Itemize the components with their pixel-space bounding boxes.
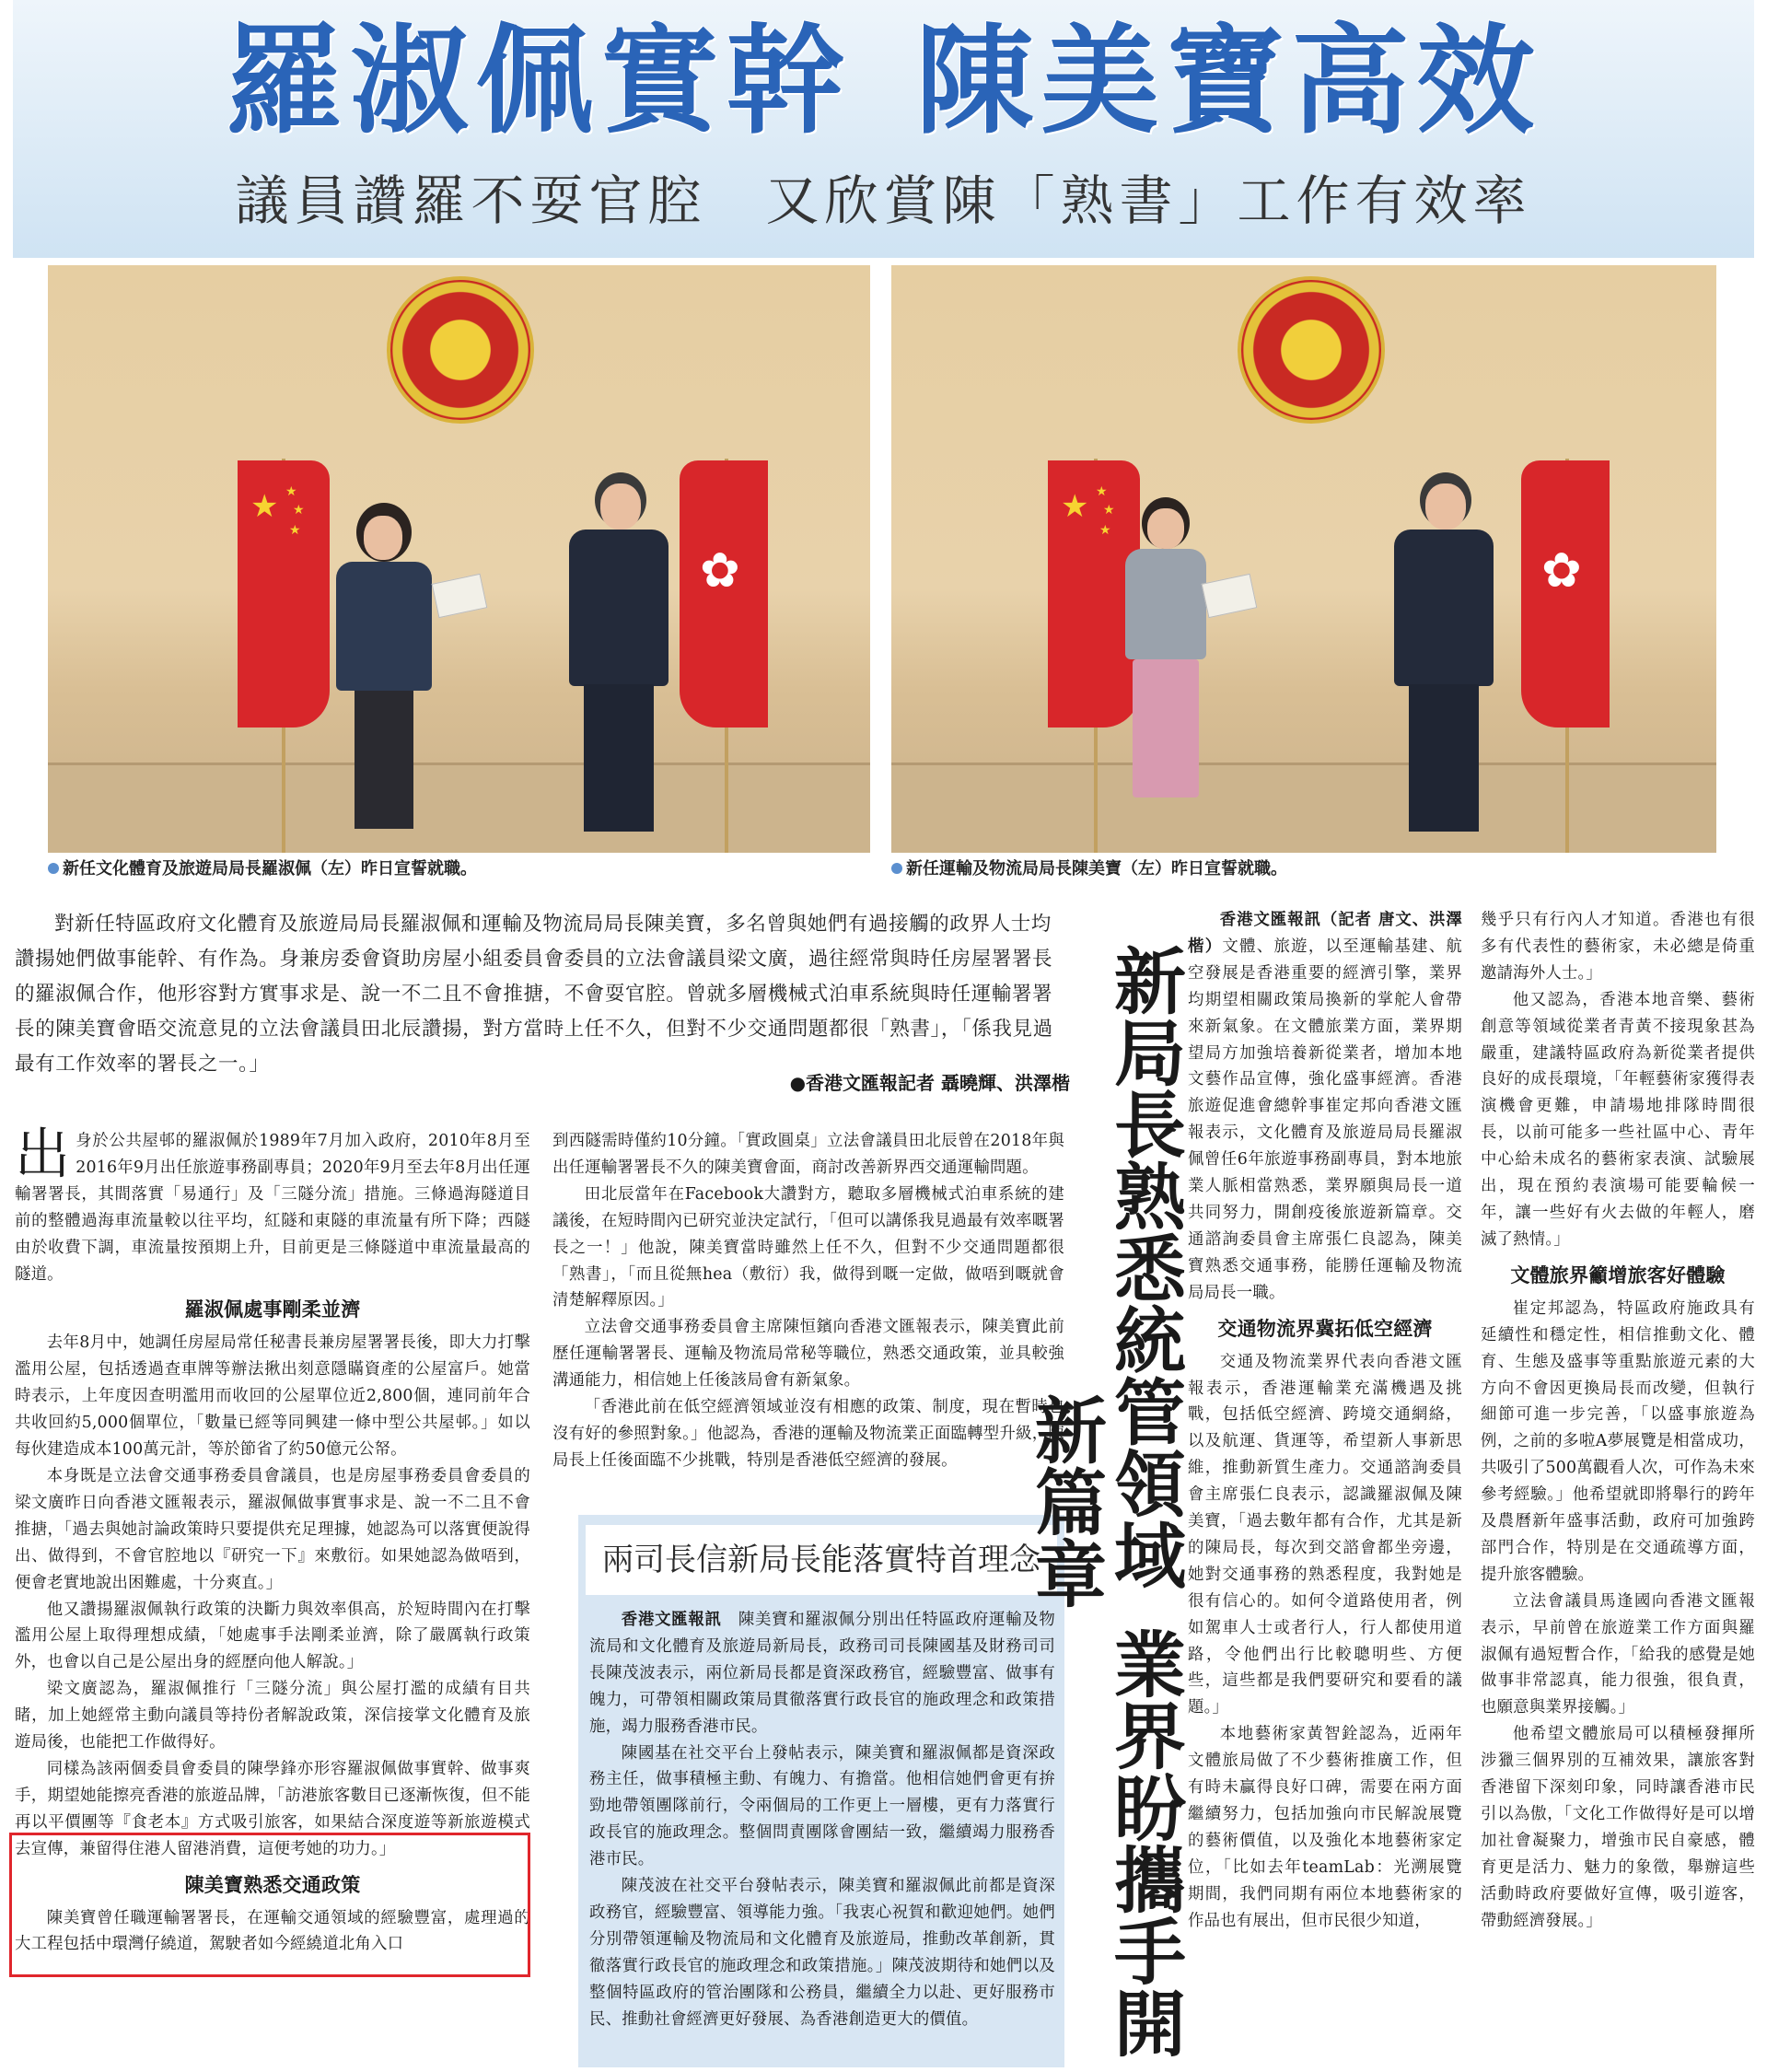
paragraph: 本地藝術家黃智銓認為，近兩年文體旅局做了不少藝術推廣工作，但有時未贏得良好口碑，需要在兩方面繼續努力，包括加強向市民解說展覽的藝術價值，以及強化本地藝術家定位，「比如去年teamLab：光溯展覽期間，我們同期有兩位本地藝術家的作品也有展出，但市民很少知道， <box>1188 1725 1462 1930</box>
paragraph-highlighted: 同樣為該兩個委員會委員的陳學鋒亦形容羅淑佩做事實幹、做事爽手，期望她能擦亮香港的旅遊品牌，「訪港旅客數目已逐漸恢復，但不能再以平價團等『食老本』方式吸引旅客，如果結合深度遊等新旅遊模式去宣傳，兼留得住港人留港消費，這便考她的功力。」 <box>15 1759 530 1858</box>
paragraph: 出身於公共屋邨的羅淑佩於1989年7月加入政府，2010年8月至2016年9月出任旅遊事務副專員；2020年9月至去年8月出任運輸署署長，其間落實「易通行」及「三隧分流」措施。三條過海隧道目前的整體過海車流量較以往平均，紅隧和東隧的車流量有所下降；西隧由於收費下調，車流量按預期上升，目前更是三條隧道中車流量最高的隧道。 <box>15 1123 530 1284</box>
paragraph: 香港文匯報訊（記者 唐文、洪澤楷）文體、旅遊，以至運輸基建、航空發展是香港重要的經濟引擎，業界均期望相關政策局換新的掌舵人會帶來新氣象。在文體旅業方面，業界期望局方加強培養新從業者，增加本地文藝作品宣傳，強化盛事經濟。香港旅遊促進會總幹事崔定邦向香港文匯報表示，文化體育及旅遊局局長羅淑佩曾任6年旅遊事務副專員，對本地旅業人脈相當熟悉，業界願與局長一道共同努力，開創疫後旅遊新篇章。交通諮詢委員會主席張仁良認為，陳美寶熟悉交通事務，能勝任運輸及物流局局長一職。 <box>1188 911 1462 1302</box>
paragraph: 幾乎只有行內人才知道。香港也有很多有代表性的藝術家，未必總是倚重邀請海外人士。」 <box>1481 911 1755 983</box>
article-column-4 <box>1188 907 1462 1935</box>
paragraph: 「香港此前在低空經濟領域並沒有相應的政策、制度，現在暫時也沒有好的參照對象。」他認為，香港的運輸及物流業正面臨轉型升級，陳局長上任後面臨不少挑戰，特別是香港低空經濟的發展。 <box>552 1398 1064 1470</box>
paragraph: 陳國基在社交平台上發帖表示，陳美寶和羅淑佩都是資深政務主任，做事積極主動、有魄力、有擔當。他相信她們會更有拚勁地帶領團隊前行，令兩個局的工作更上一層樓，更有力落實行政長官的施政理念。整個問責團隊會團結一致，繼續竭力服務香港市民。 <box>589 1743 1055 1869</box>
article-column-5 <box>1481 907 1755 1935</box>
right-article-headline <box>1023 930 1185 2072</box>
national-emblem-icon <box>387 276 534 424</box>
person-chief-executive <box>564 472 674 850</box>
paragraph: 立法會議員馬逢國向香港文匯報表示，早前曾在旅遊業工作方面與羅淑佩有過短暫合作，「給我的感覺是她做事非常認真，能力很強，很負責，也願意與業界接觸。」 <box>1481 1591 1755 1717</box>
hksar-flag-icon: ✿ <box>1521 460 1610 728</box>
bullet-icon <box>48 863 59 874</box>
subhead: 文體旅界籲增旅客好體驗 <box>1510 1263 1726 1286</box>
paragraph: 田北辰當年在Facebook大讚對方，聽取多層機械式泊車系統的建議後，在短時間內已研究並決定試行，「但可以講係我見過最有效率嘅署長之一！」他說，陳美寶當時雖然上任不久，但對不少交通問題都很「熟書」，「而且從無hea（敷衍）我，做得到嘅一定做，做唔到嘅就會清楚解釋原因。」 <box>552 1184 1064 1310</box>
paragraph: 到西隧需時僅約10分鐘。「實政圓桌」立法會議員田北辰曾在2018年與出任運輸署署長不久的陳美寶會面，商討改善新界西交通運輸問題。 <box>552 1132 1064 1177</box>
paragraph: 本身既是立法會交通事務委員會議員，也是房屋事務委員會委員的梁文廣昨日向香港文匯報表示，羅淑佩做事實事求是、說一不二且不會推搪，「過去與她討論政策時只要提供充足理據，她認為可以落實便說得出、做得到，不會官腔地以『研究一下』來敷衍。如果她認為做唔到，便會老實地說出困難處，十分爽直。」 <box>15 1466 530 1592</box>
bullet-icon <box>891 863 902 874</box>
national-emblem-icon <box>1238 276 1385 424</box>
lead-paragraph: 對新任特區政府文化體育及旅遊局局長羅淑佩和運輸及物流局局長陳美寶，多名曾與她們有過接觸的政界人士均讚揚她們做事能幹、有作為。身兼房委會資助房屋小組委員會委員的立法會議員梁文廣，過往經常與時任房屋署署長的羅淑佩合作，他形容對方實事求是、說一不二且不會推搪，不會耍官腔。曾就多層機械式泊車系統與時任運輸署署長的陳美寶會晤交流意見的立法會議員田北辰讚揚，對方當時上任不久，但對不少交通問題都很「熟書」，「係我見過最有工作效率的署長之一。」 <box>15 913 1053 1076</box>
paragraph: 香港文匯報訊 陳美寶和羅淑佩分別出任特區政府運輸及物流局和文化體育及旅遊局新局長，政務司司長陳國基及財務司司長陳茂波表示，兩位新局長都是資深政務官，經驗豐富、做事有魄力，可帶領相關政策局貫徹落實行政長官的施政理念和政策措施，竭力服務香港市民。 <box>589 1611 1055 1736</box>
person-chief-executive <box>1389 472 1499 850</box>
subhead: 交通物流界冀拓低空經濟 <box>1217 1317 1433 1340</box>
paragraph: 去年8月中，她調任房屋局常任秘書長兼房屋署署長後，即大力打擊濫用公屋，包括透過查車牌等辦法揪出刻意隱瞞資產的公屋富戶。她當時表示，上年度因查明濫用而收回的公屋單位近2,800個，連同前年合共收回約5,000個單位，「數量已經等同興建一條中型公共屋邨。」如以每伙建造成本100萬元計，等於節省了約50億元公帑。 <box>15 1333 530 1460</box>
subhead: 羅淑佩處事剛柔並濟 <box>184 1298 361 1321</box>
paragraph: 陳美寶曾任職運輸署署長，在運輸交通領域的經驗豐富，處理過的大工程包括中環灣仔繞道，駕駛者如今經繞道北角入口 <box>15 1908 530 1954</box>
headline-part1: 羅淑佩實幹 <box>225 13 852 150</box>
floor <box>48 765 870 853</box>
article-column-2 <box>552 1128 1064 1474</box>
paragraph: 他又認為，香港本地音樂、藝術創意等領域從業者青黃不接現象甚為嚴重，建議特區政府為新從業者提供良好的成長環境，「年輕藝術家獲得表演機會更難，申請場地排隊時間很長，以前可能多一些社區中心、青年中心給未成名的藝術家表演、試驗展出，現在預約表演場可能要輪候一年，讓一些好有火去做的年輕人，磨滅了熱情。」 <box>1481 990 1755 1249</box>
headline-part2: 陳美寶高效 <box>915 13 1542 150</box>
person-mable-chan <box>1120 497 1212 847</box>
wall-skirting <box>48 762 870 765</box>
headline <box>0 13 1767 151</box>
prc-flag-icon: ★ ★ ★ ★ <box>1048 460 1140 728</box>
person-lo-shuk-pui <box>329 503 439 853</box>
photo-lo-shuk-pui-oath <box>48 265 870 853</box>
paragraph: 梁文廣認為，羅淑佩推行「三隧分流」與公屋打濫的成績有目共睹，加上她經常主動向議員等持份者解說政策，深信接掌文化體育及旅遊局後，也能把工作做得好。 <box>15 1680 530 1752</box>
hksar-flag-icon: ✿ <box>680 460 768 728</box>
byline: ●香港文匯報記者 聶曉輝、洪澤楷 <box>789 1072 1070 1094</box>
dropcap: 出 <box>15 1123 71 1187</box>
right-headline-line2: 業界盼攜手開新篇章 <box>1023 1393 1185 2058</box>
floor <box>891 765 1716 853</box>
subheadline: 議員讚羅不耍官腔 又欣賞陳「熟書」工作有效率 <box>235 169 1532 232</box>
oath-card <box>432 574 488 618</box>
subhead: 陳美寶熟悉交通政策 <box>184 1873 361 1896</box>
sidebox-body <box>589 1607 1055 2033</box>
sidebox-title: 兩司長信新局長能落實特首理念 <box>586 1525 1057 1595</box>
paragraph: 他又讚揚羅淑佩執行政策的決斷力與效率俱高，於短時間內在打擊濫用公屋上取得理想成績，「她處事手法剛柔並濟，除了嚴厲執行政策外，也會以自己是公屋出身的經歷向他人解說。」 <box>15 1600 530 1672</box>
paragraph: 陳茂波在社交平台發帖表示，陳美寶和羅淑佩此前都是資深政務官，經驗豐富、領導能力強。「我衷心祝賀和歡迎她們。她們分別帶領運輸及物流局和文化體育及旅遊局，推動改革創新，貫徹落實行政長官的施政理念和政策措施。」陳茂波期待和她們以及整個特區政府的管治團隊和公務員，繼續全力以赴、更好服務市民、推動社會經濟更好發展、為香港創造更大的價值。 <box>589 1877 1055 2029</box>
highlight-box <box>9 1833 530 1977</box>
paragraph: 立法會交通事務委員會主席陳恒鑌向香港文匯報表示，陳美寶此前歷任運輸署署長、運輸及物流局常秘等職位，熟悉交通政策，並具較強溝通能力，相信她上任後該局會有新氣象。 <box>552 1318 1064 1391</box>
paragraph: 交通及物流業界代表向香港文匯報表示，香港運輸業充滿機遇及挑戰，包括低空經濟、跨境交通網絡，以及航運、貨運等，希望新人事新思維，推動新質生產力。交通諮詢委員會主席張仁良表示，認識羅淑佩及陳美寶，「過去數年都有合作，尤其是新的陳局長，每次到交諮會都坐旁邊，她對交通事務的熟悉程度，我對她是很有信心的。如何令道路使用者，例如駕車人士或者行人，行人都使用道路，令他們出行比較聰明些、方便些，這些都是我們要研究和要看的議題。」 <box>1188 1352 1462 1717</box>
wall-skirting <box>891 762 1716 765</box>
photo-caption-2: 新任運輸及物流局局長陳美寶（左）昨日宣誓就職。 <box>891 856 1287 879</box>
right-headline-line1: 新局長熟悉統管領域 <box>1102 944 1185 1590</box>
paragraph: 他希望文體旅局可以積極發揮所涉獵三個界別的互補效果，讓旅客對香港留下深刻印象，同時讓香港市民引以為傲，「文化工作做得好是可以增加社會凝聚力，增強市民自豪感，體育更是活力、魅力的象徵，舉辦這些活動時政府要做好宣傳，吸引遊客，帶動經濟發展。」 <box>1481 1725 1755 1930</box>
prc-flag-icon: ★ ★ ★ ★ <box>238 460 330 728</box>
photo-mable-chan-oath <box>891 265 1716 853</box>
paragraph: 崔定邦認為，特區政府施政具有延續性和穩定性，相信推動文化、體育、生態及盛事等重點旅遊元素的大方向不會因更換局長而改變，但執行細節可進一步完善，「以盛事旅遊為例，之前的多啦A夢展覽是相當成功，共吸引了500萬觀看人次，可作為未來參考經驗。」他希望就即將舉行的跨年及農曆新年盛事活動，政府可加強跨部門合作，特別是在交通疏導方面，提升旅客體驗。 <box>1481 1298 1755 1584</box>
photo-caption-1: 新任文化體育及旅遊局局長羅淑佩（左）昨日宣誓就職。 <box>48 856 477 879</box>
